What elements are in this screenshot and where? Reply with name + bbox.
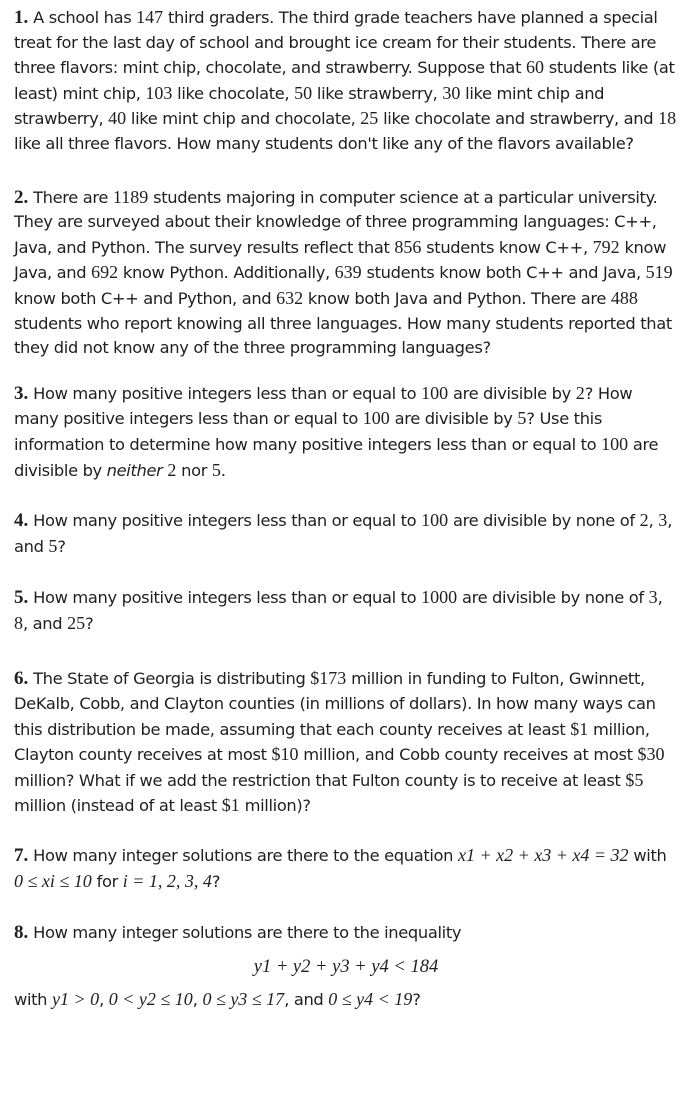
problem-text: How many positive integers less than or equal to 1000 are divisible by none of 3, 8, and 25? bbox=[14, 587, 663, 633]
problem-number: 2. bbox=[14, 186, 29, 208]
problem-number: 6. bbox=[14, 668, 29, 690]
problem-number: 5. bbox=[14, 587, 29, 609]
problem-2 bbox=[14, 185, 678, 361]
emphasis-text: neither bbox=[106, 460, 163, 480]
problem-7 bbox=[14, 843, 678, 894]
problem-constraints: with y1 > 0, 0 < y2 ≤ 10, 0 ≤ y3 ≤ 17, and 0 ≤ y4 < 19? bbox=[14, 989, 421, 1010]
problem-number: 7. bbox=[14, 845, 29, 867]
problem-4 bbox=[14, 508, 678, 559]
problem-text: There are 1189 students majoring in computer science at a particular university. They are surveyed about their knowledge of three programming languages: C++, Java, and Python. The survey results reflect that 856 students know C++, 792 know Java, and 692 know Python. Additionally, 639 students know both C++ and Java, 519 know both C++ and Python, and 632 know both Java and Python. There are 488 students who report knowing all three languages. How many students reported that they did not know any of the three programming languages? bbox=[14, 186, 673, 358]
display-inequality: y1 + y2 + y3 + y4 < 184 bbox=[253, 956, 439, 977]
problem-number: 8. bbox=[14, 922, 29, 944]
problem-5 bbox=[14, 585, 678, 636]
problem-intro: How many integer solutions are there to the inequality bbox=[33, 923, 462, 943]
problem-number: 3. bbox=[14, 382, 29, 404]
problem-1 bbox=[14, 5, 678, 157]
constraint: 0 ≤ xi ≤ 10 bbox=[14, 870, 92, 891]
problem-8 bbox=[14, 921, 678, 1013]
problem-6 bbox=[14, 666, 678, 819]
index-range: i = 1, 2, 3, 4 bbox=[122, 870, 212, 891]
problem-3 bbox=[14, 381, 678, 483]
problem-list bbox=[14, 5, 678, 1039]
problem-text: How many positive integers less than or equal to 100 are divisible by 2? How many positive integers less than or equal to 100 are divisible by 5? Use this information to determine how many positive integers less than or equal to 100 are divisible by neither 2 nor 5. bbox=[14, 382, 659, 480]
problem-number: 4. bbox=[14, 510, 29, 532]
equation: x1 + x2 + x3 + x4 = 32 bbox=[457, 845, 629, 866]
problem-text: The State of Georgia is distributing $173 million in funding to Fulton, Gwinnett, DeKalb, Cobb, and Clayton counties (in millions of dollars). In how many ways can this distribution be made, assuming that each county receives at least $1 million, Clayton county receives at most $10 million, and Cobb county receives at most $30 million? What if we add the restriction that Fulton county is to receive at least $5 million (instead of at least $1 million)? bbox=[14, 668, 665, 816]
problem-text: A school has 147 third graders. The third grade teachers have planned a special treat for the last day of school and brought ice cream for their students. There are three flavors: mint chip, chocolate, and strawberry. Suppose that 60 students like (at least) mint chip, 103 like chocolate, 50 like strawberry, 30 like mint chip and strawberry, 40 like mint chip and chocolate, 25 like chocolate and strawberry, and 18 like all three flavors. How many students don't like any of the flavors available? bbox=[14, 7, 677, 153]
problem-text: How many integer solutions are there to the equation x1 + x2 + x3 + x4 = 32 with 0 ≤ xi ≤ 10 for i = 1, 2, 3, 4? bbox=[14, 845, 667, 891]
problem-number: 1. bbox=[14, 7, 29, 28]
problem-text: How many positive integers less than or equal to 100 are divisible by none of 2, 3, and 5? bbox=[14, 510, 673, 556]
